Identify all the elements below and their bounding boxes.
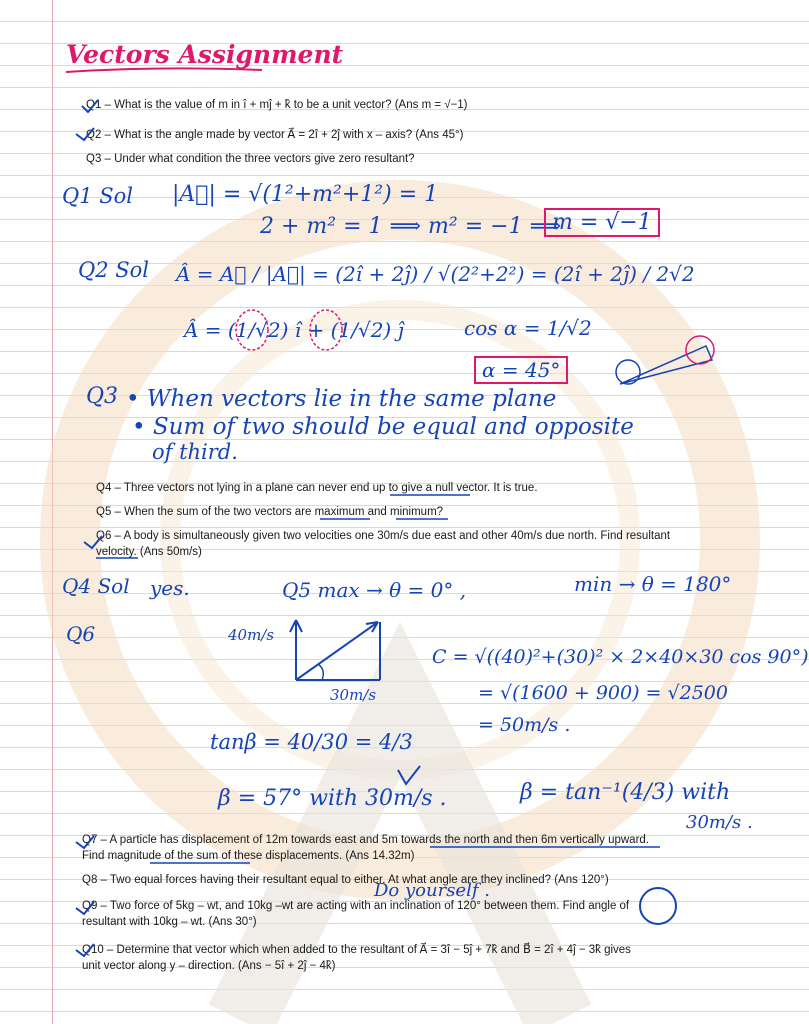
question-6-cont: velocity. (Ans 50m/s): [96, 546, 202, 558]
q4-solution-label: Q4 Sol: [62, 574, 130, 598]
q6-tan-beta: tanβ = 40/30 = 4/3: [210, 730, 413, 754]
question-7-cont: Find magnitude of the sum of these displacements. (Ans 14.32m): [82, 850, 415, 862]
question-7: Q7 – A particle has displacement of 12m towards east and 5m towards the north and then 6m vertically upward.: [82, 834, 649, 846]
q5-max-answer: Q5 max → θ = 0° ,: [282, 578, 467, 602]
q2-answer-box: α = 45°: [474, 356, 568, 384]
page-title: Vectors Assignment: [66, 40, 344, 69]
q6-resultant-formula: C = √((40)²+(30)² × 2×40×30 cos 90°): [432, 646, 809, 668]
q8-note: Do yourself .: [374, 880, 490, 901]
question-2: Q2 – What is the angle made by vector A⃗ = 2î + 2ĵ with x – axis? (Ans 45°): [86, 129, 464, 141]
question-5: Q5 – When the sum of the two vectors are maximum and minimum?: [96, 506, 444, 518]
q2-solution-label: Q2 Sol: [78, 258, 149, 282]
q6-resultant-answer: = 50m/s .: [478, 714, 571, 736]
q1-magnitude-equation: |A⃗| = √(1²+m²+1²) = 1: [172, 182, 439, 207]
q6-solution-label: Q6: [66, 622, 96, 646]
q1-solution-label: Q1 Sol: [62, 184, 133, 208]
q6-resultant-step: = √(1600 + 900) = √2500: [478, 682, 728, 704]
question-9-cont: resultant with 10kg – wt. (Ans 30°): [82, 916, 257, 928]
question-6: Q6 – A body is simultaneously given two velocities one 30m/s due east and other 40m/s due north. Find resultant: [96, 530, 671, 542]
q3-solution-label: Q3: [86, 384, 119, 409]
q6-40-label: 40m/s: [228, 626, 275, 644]
question-8: Q8 – Two equal forces having their resultant equal to either. At what angle are they inclined? (Ans 120°): [82, 874, 609, 886]
q3-condition-2: • Sum of two should be equal and opposite: [132, 414, 634, 440]
q3-condition-2-cont: of third.: [152, 440, 238, 464]
q3-condition-1: • When vectors lie in the same plane: [126, 386, 557, 412]
q4-answer: yes.: [150, 576, 190, 600]
q6-beta-answer: β = 57° with 30m/s .: [218, 786, 447, 811]
notebook-margin-line: [52, 0, 53, 1024]
q6-beta-formula: β = tan⁻¹(4/3) with: [520, 780, 731, 805]
q1-step-2: 2 + m² = 1 ⟹ m² = −1 ⟹: [260, 214, 562, 239]
q6-30-label: 30m/s: [330, 686, 377, 704]
q6-beta-formula-cont: 30m/s .: [686, 812, 753, 833]
q1-answer-box: m = √−1: [544, 208, 660, 237]
q5-min-answer: min → θ = 180°: [574, 572, 732, 596]
question-10-cont: unit vector along y – direction. (Ans − 5î + 2ĵ − 4k̂): [82, 960, 336, 972]
question-4: Q4 – Three vectors not lying in a plane can never end up to give a null vector. It is true.: [96, 482, 538, 494]
q2-unit-vector-result: Â = (1/√2) î + (1/√2) ĵ: [184, 318, 404, 342]
question-10: Q10 – Determine that vector which when added to the resultant of A⃗ = 3î − 5ĵ + 7k̂ and B⃗ = 2î + 4ĵ − 3k̂ gives: [82, 944, 631, 956]
q2-unit-vector-equation: Â = A⃗ / |A⃗| = (2î + 2ĵ) / √(2²+2²) = (2î + 2ĵ) / 2√2: [176, 262, 695, 286]
q2-cos-alpha: cos α = 1/√2: [464, 316, 592, 340]
question-1: Q1 – What is the value of m in î + mĵ + k̂ to be a unit vector? (Ans m = √−1): [86, 99, 468, 111]
question-3: Q3 – Under what condition the three vectors give zero resultant?: [86, 153, 415, 165]
question-9: Q9 – Two force of 5kg – wt, and 10kg –wt are acting with an inclination of 120° between them. Find angle of: [82, 900, 630, 912]
